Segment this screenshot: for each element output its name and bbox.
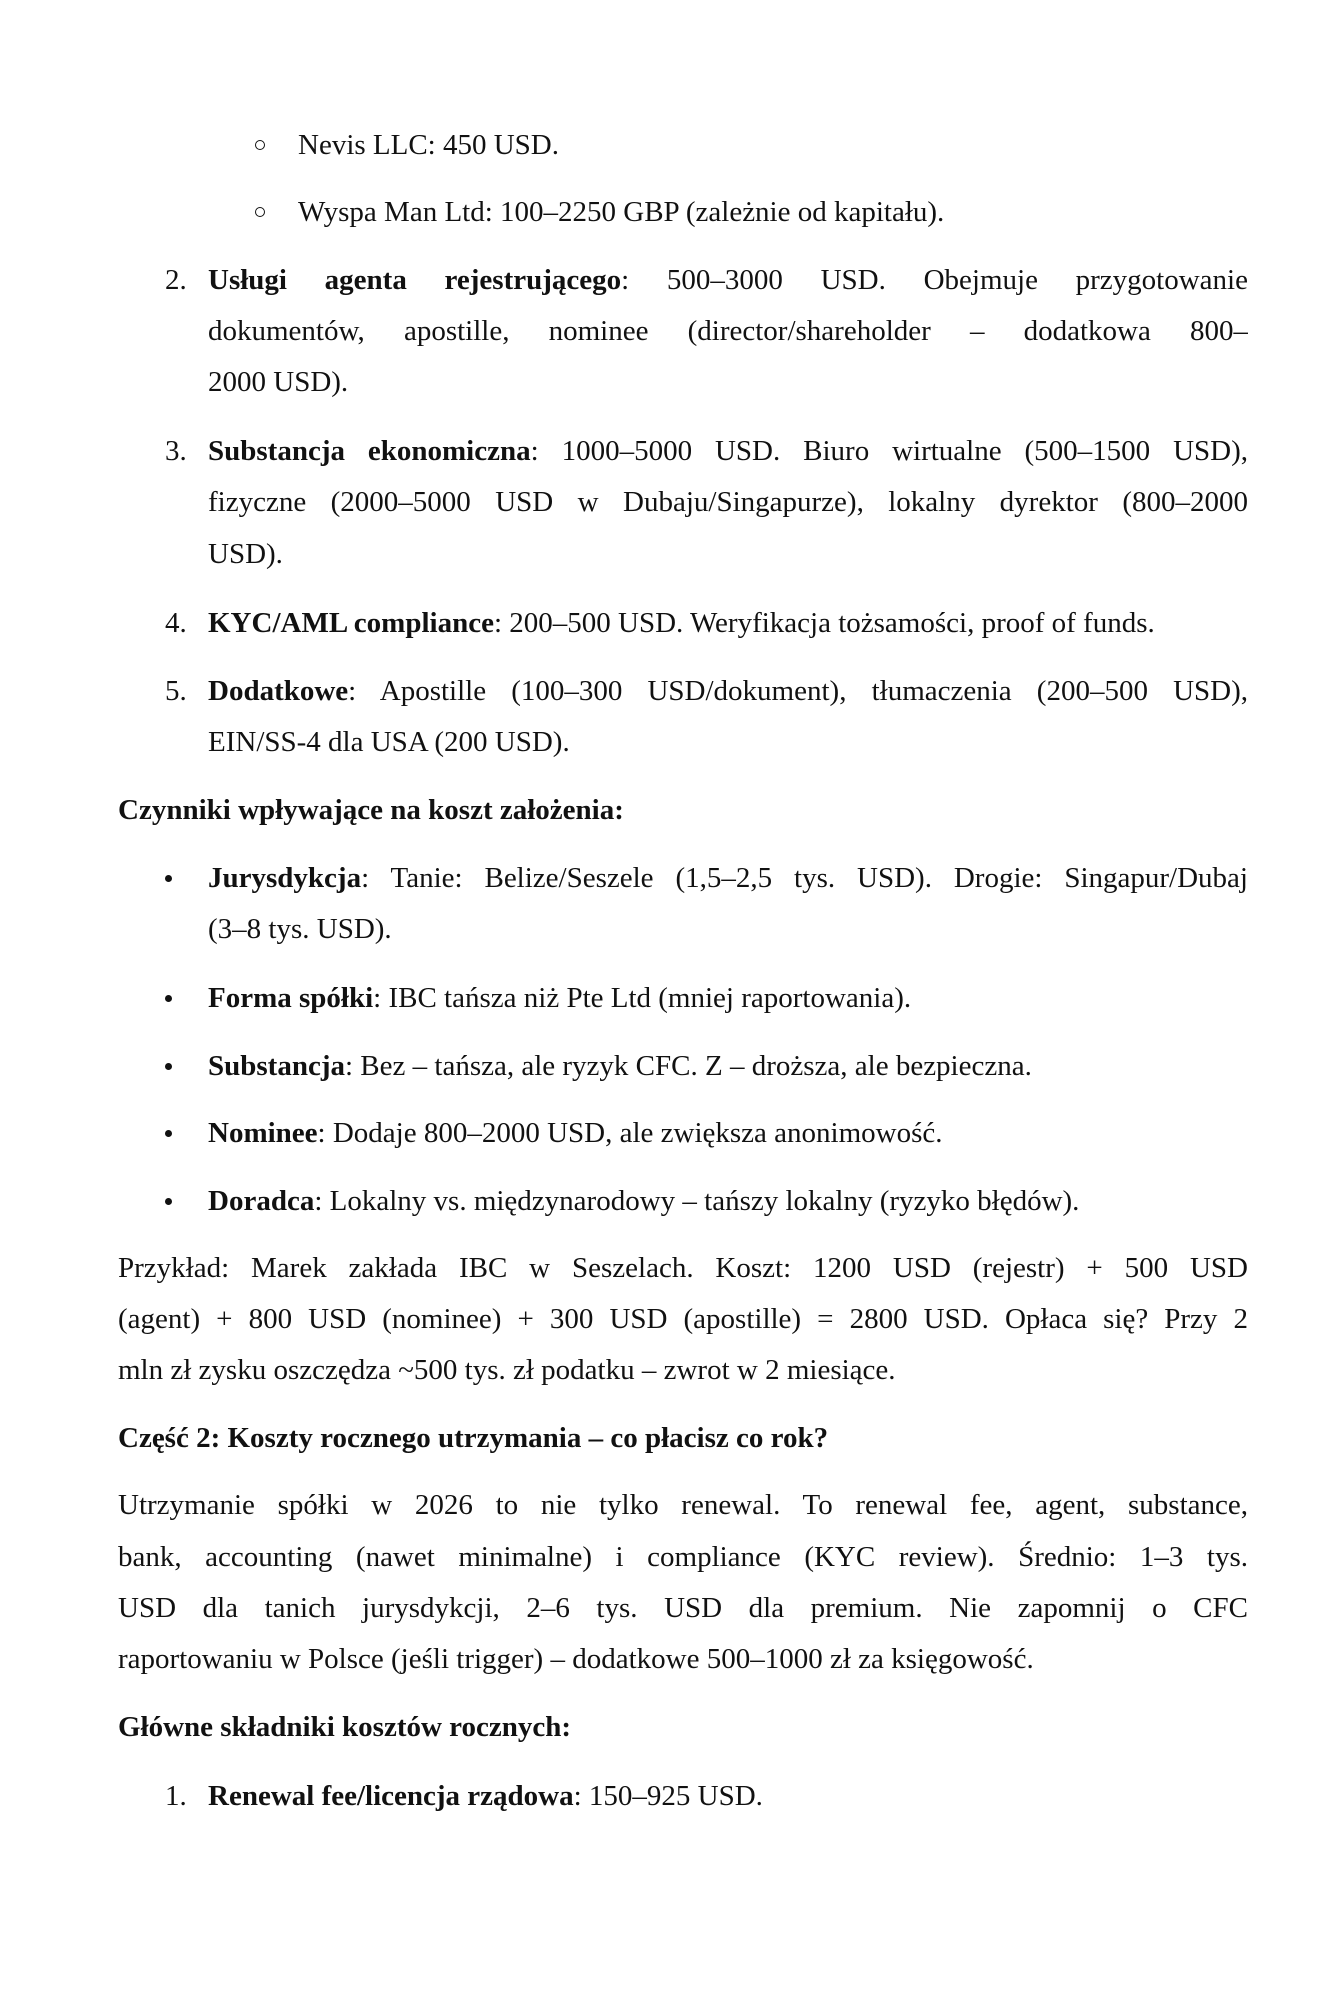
list-item-substance-line-3: USD). [208, 538, 283, 570]
annual-item-renewal [208, 1778, 763, 1814]
list-item-substance-line-1 [208, 433, 1248, 469]
list-number: 2. [165, 264, 187, 296]
factor-label: Substancja [208, 1050, 345, 1082]
list-item-text: : 150–925 USD. [573, 1780, 763, 1812]
list-item-label: Renewal fee/licencja rządowa [208, 1780, 574, 1812]
list-item-text: : Apostille (100–300 USD/dokument), tłumaczenia (200–500 USD), [348, 675, 1248, 707]
list-item-label: Dodatkowe [208, 675, 349, 707]
factor-text: : Tanie: Belize/Seszele (1,5–2,5 tys. USD). Drogie: Singapur/Dubaj [361, 862, 1248, 894]
list-item-label: Usługi agenta rejestrującego [208, 264, 622, 296]
factor-jurisdiction-line-2: (3–8 tys. USD). [208, 913, 392, 945]
example-paragraph-line-2: (agent) + 800 USD (nominee) + 300 USD (apostille) = 2800 USD. Opłaca się? Przy 2 [118, 1303, 1248, 1335]
annual-costs-heading: Główne składniki kosztów rocznych: [118, 1711, 572, 1743]
factors-heading: Czynniki wpływające na koszt założenia: [118, 794, 624, 826]
part2-heading: Część 2: Koszty rocznego utrzymania – co płacisz co rok? [118, 1422, 829, 1454]
bullet-icon [165, 1198, 172, 1205]
factor-nominee [208, 1115, 943, 1151]
list-item-label: Substancja ekonomiczna [208, 435, 531, 467]
part2-paragraph-line-2: bank, accounting (nawet minimalne) i compliance (KYC review). Średnio: 1–3 tys. [118, 1541, 1248, 1573]
list-item-kyc [208, 605, 1155, 641]
list-item-text: : 200–500 USD. Weryfikacja tożsamości, proof of funds. [493, 607, 1155, 639]
factor-text: : IBC tańsza niż Pte Ltd (mniej raportowania). [373, 982, 912, 1014]
circle-bullet-icon [255, 207, 265, 217]
sub-item-isle-of-man: Wyspa Man Ltd: 100–2250 GBP (zależnie od kapitału). [298, 196, 945, 228]
factor-label: Jurysdykcja [208, 862, 362, 894]
part2-paragraph-line-1: Utrzymanie spółki w 2026 to nie tylko renewal. To renewal fee, agent, substance, [118, 1489, 1248, 1521]
list-item-text: : 500–3000 USD. Obejmuje przygotowanie [621, 264, 1248, 296]
list-item-text: : 1000–5000 USD. Biuro wirtualne (500–1500 USD), [530, 435, 1248, 467]
list-number: 5. [165, 675, 187, 707]
list-item-additional-line-2: EIN/SS-4 dla USA (200 USD). [208, 726, 570, 758]
list-item-additional-line-1 [208, 673, 1248, 709]
list-item-agent-line-3: 2000 USD). [208, 366, 349, 398]
factor-text: : Dodaje 800–2000 USD, ale zwiększa anonimowość. [317, 1117, 943, 1149]
factor-label: Doradca [208, 1185, 315, 1217]
list-number: 4. [165, 607, 187, 639]
factor-text: : Bez – tańsza, ale ryzyk CFC. Z – droższa, ale bezpieczna. [345, 1050, 1032, 1082]
factor-company-form [208, 980, 911, 1016]
bullet-icon [165, 1063, 172, 1070]
factor-text: : Lokalny vs. międzynarodowy – tańszy lokalny (ryzyko błędów). [314, 1185, 1080, 1217]
list-item-agent-line-2: dokumentów, apostille, nominee (director/shareholder – dodatkowa 800– [208, 315, 1248, 347]
bullet-icon [165, 1130, 172, 1137]
part2-paragraph-line-4: raportowaniu w Polsce (jeśli trigger) – dodatkowe 500–1000 zł za księgowość. [118, 1643, 1034, 1675]
bullet-icon [165, 995, 172, 1002]
list-item-substance-line-2: fizyczne (2000–5000 USD w Dubaju/Singapurze), lokalny dyrektor (800–2000 [208, 486, 1248, 518]
list-item-agent-line-1 [208, 262, 1248, 298]
factor-label: Forma spółki [208, 982, 374, 1014]
factor-advisor [208, 1183, 1079, 1219]
bullet-icon [165, 875, 172, 882]
list-number: 1. [165, 1780, 187, 1812]
factor-jurisdiction-line-1 [208, 860, 1248, 896]
circle-bullet-icon [255, 140, 265, 150]
factor-label: Nominee [208, 1117, 318, 1149]
sub-item-nevis: Nevis LLC: 450 USD. [298, 129, 559, 161]
list-number: 3. [165, 435, 187, 467]
list-item-label: KYC/AML compliance [208, 607, 494, 639]
factor-substance [208, 1048, 1032, 1084]
example-paragraph-line-1: Przykład: Marek zakłada IBC w Seszelach. Koszt: 1200 USD (rejestr) + 500 USD [118, 1252, 1248, 1284]
part2-paragraph-line-3: USD dla tanich jurysdykcji, 2–6 tys. USD dla premium. Nie zapomnij o CFC [118, 1592, 1248, 1624]
example-paragraph-line-3: mln zł zysku oszczędza ~500 tys. zł podatku – zwrot w 2 miesiące. [118, 1354, 896, 1386]
